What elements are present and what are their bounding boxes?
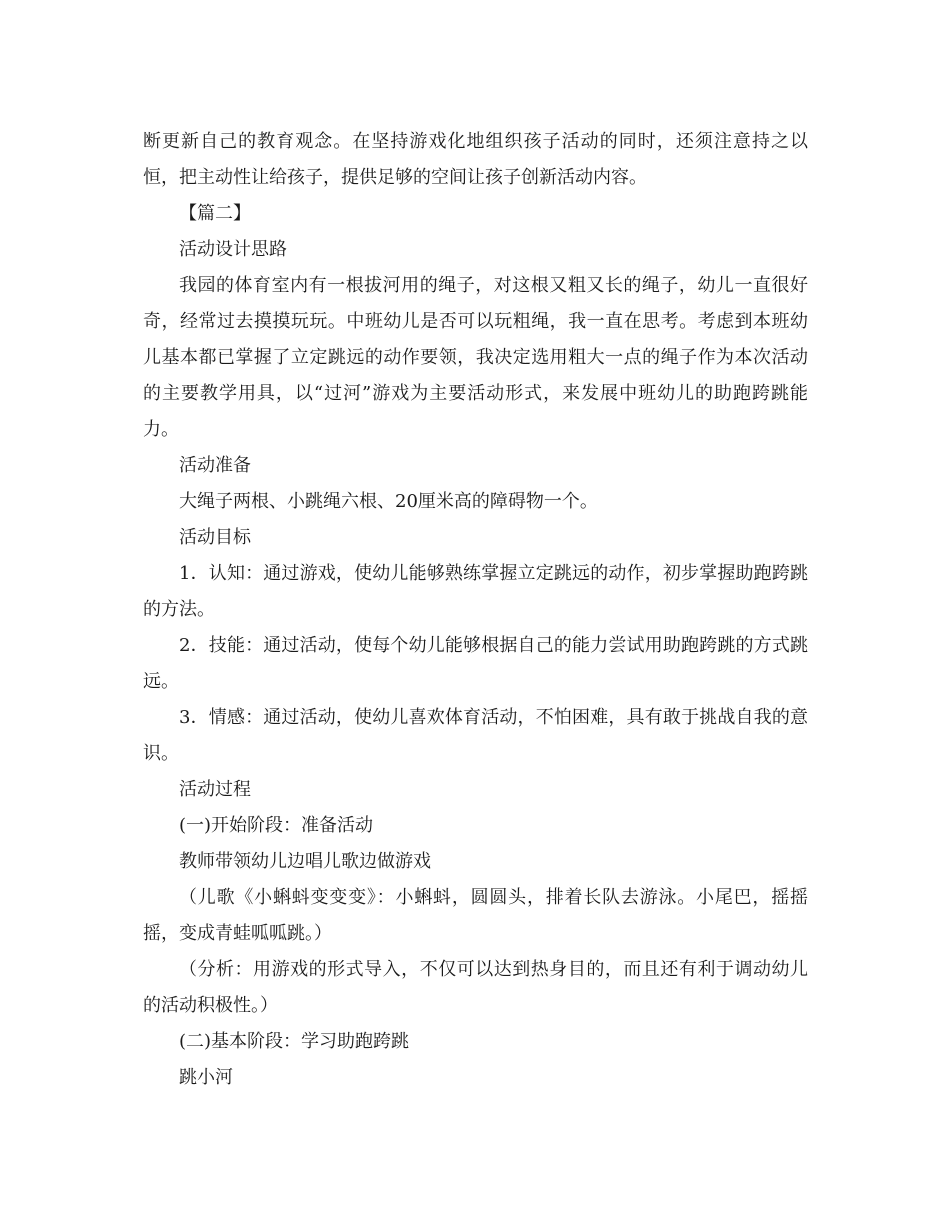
process-instruction: 教师带领幼儿边唱儿歌边做游戏 — [179, 851, 431, 872]
section-heading-part-two: 【篇二】 — [179, 203, 251, 224]
goal-item-skill: 2．技能：通过活动，使每个幼儿能够根据自己的能力尝试用助跑跨跳的方式跳远。 — [143, 635, 808, 692]
heading-goals: 活动目标 — [179, 527, 251, 548]
heading-design-idea: 活动设计思路 — [179, 239, 287, 260]
process-stage-two: (二)基本阶段：学习助跑跨跳 — [179, 1031, 410, 1052]
document-body — [143, 124, 808, 1096]
nursery-rhyme: （儿歌《小蝌蚪变变变》：小蝌蚪，圆圆头，排着长队去游泳。小尾巴，摇摇摇，变成青蛙呱呱跳。） — [143, 887, 808, 944]
paragraph-continuation: 断更新自己的教育观念。在坚持游戏化地组织孩子活动的同时，还须注意持之以恒，把主动性让给孩子，提供足够的空间让孩子创新活动内容。 — [143, 131, 808, 188]
analysis-note: （分析：用游戏的形式导入，不仅可以达到热身目的，而且还有利于调动幼儿的活动积极性。） — [143, 959, 808, 1016]
game-title: 跳小河 — [179, 1067, 233, 1088]
process-stage-one: (一)开始阶段：准备活动 — [179, 815, 374, 836]
heading-preparation: 活动准备 — [179, 455, 251, 476]
goal-item-cognition: 1．认知：通过游戏，使幼儿能够熟练掌握立定跳远的动作，初步掌握助跑跨跳的方法。 — [143, 563, 808, 620]
paragraph-preparation: 大绳子两根、小跳绳六根、20厘米高的障碍物一个。 — [179, 491, 598, 512]
heading-process: 活动过程 — [179, 779, 251, 800]
goal-item-emotion: 3．情感：通过活动，使幼儿喜欢体育活动，不怕困难，具有敢于挑战自我的意识。 — [143, 707, 808, 764]
paragraph-design-idea: 我园的体育室内有一根拔河用的绳子，对这根又粗又长的绳子，幼儿一直很好奇，经常过去摸摸玩玩。中班幼儿是否可以玩粗绳，我一直在思考。考虑到本班幼儿基本都已掌握了立定跳远的动作要领，我决定选用粗大一点的绳子作为本次活动的主要教学用具，以“过河”游戏为主要活动形式，来发展中班幼儿的助跑跨跳能力。 — [143, 275, 808, 440]
